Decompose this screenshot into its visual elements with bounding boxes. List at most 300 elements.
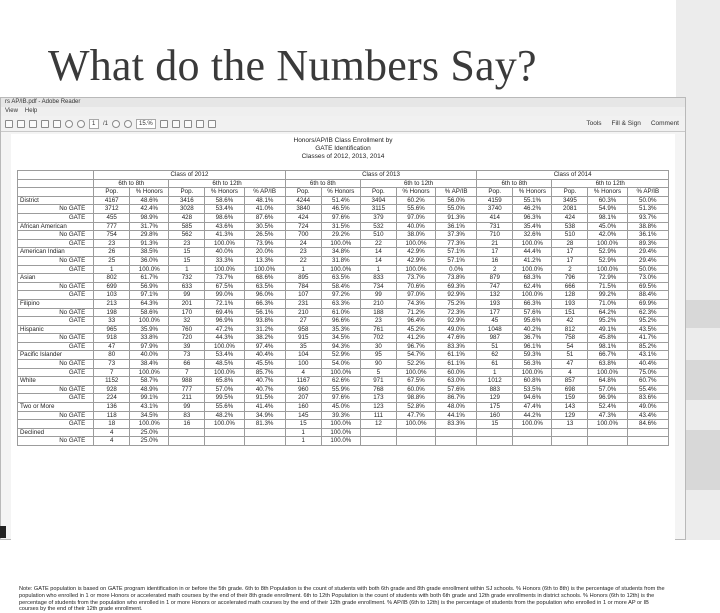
table-cell: 1152 [94,377,130,386]
table-cell: 57.1% [436,248,477,257]
table-cell [477,437,513,446]
table-cell: 29.4% [627,248,668,257]
row-label: GATE [18,394,94,403]
table-cell: 20.0% [244,248,285,257]
table-cell: 60.3% [588,196,627,205]
table-cell: 60.0% [396,385,435,394]
table-cell: 94.6% [513,394,552,403]
table-cell: 41.2% [513,256,552,265]
table-row [18,248,669,257]
table-cell: 28 [552,239,588,248]
table-cell: 12 [360,420,396,429]
table-cell: 99 [360,291,396,300]
comment-note-icon[interactable] [196,120,204,128]
table-cell [396,428,435,437]
table-cell: 35.4% [513,222,552,231]
table-cell: 15 [477,420,513,429]
table-cell: 61.1% [436,351,477,360]
row-label: No GATE [18,437,94,446]
year-header-2012: Class of 2012 [94,171,286,180]
column-header-row [18,188,669,197]
table-cell: 57.6% [513,308,552,317]
table-row [18,205,669,214]
table-cell: 54.0% [321,360,360,369]
table-cell: 69.9% [627,299,668,308]
table-cell: 34.8% [321,248,360,257]
table-cell: 100.0% [205,342,244,351]
table-cell: 56.1% [244,308,285,317]
table-cell: 23 [169,239,205,248]
table-row [18,342,669,351]
table-cell: 100.0% [321,265,360,274]
enrollment-table-body [18,171,669,446]
table-cell: 160 [477,411,513,420]
table-cell [244,437,285,446]
table-cell: 585 [169,222,205,231]
table-cell: 796 [552,274,588,283]
table-cell: 99.0% [205,291,244,300]
table-cell: 71.2% [396,308,435,317]
table-cell: 123 [360,403,396,412]
table-cell [169,428,205,437]
table-cell: 666 [552,282,588,291]
document-heading-1: Honors/AP/IB Class Enrollment by [293,137,393,144]
table-cell: 4159 [477,196,513,205]
table-cell: 96.9% [205,317,244,326]
table-cell: 698 [552,385,588,394]
table-row [18,377,669,386]
table-cell: 40.0% [396,222,435,231]
table-cell: 55.9% [321,385,360,394]
table-cell: 57.1% [436,256,477,265]
table-cell: 63.3% [321,299,360,308]
table-cell: 100.0% [130,317,169,326]
table-cell: 36.1% [436,222,477,231]
table-cell: 7 [94,368,130,377]
slide-title: What do the Numbers Say? [48,41,537,90]
menu-item-help[interactable]: Help [24,108,38,114]
table-cell: 34.9% [244,411,285,420]
table-cell: 80 [94,351,130,360]
document-heading-3: Classes of 2012, 2013, 2014 [301,153,385,160]
table-cell: 42.9% [396,248,435,257]
table-cell: 50.0% [627,265,668,274]
table-cell: 40.4% [244,351,285,360]
hand-tool-icon[interactable] [184,120,192,128]
table-cell: 129 [552,411,588,420]
range-header: 6th to 12th [552,179,669,188]
menu-item-view[interactable]: View [5,108,18,114]
table-cell: 562 [169,231,205,240]
zoom-in-icon[interactable] [124,120,132,128]
table-cell: 40.4% [627,360,668,369]
table-cell: 75.2% [436,299,477,308]
table-cell: 33 [94,317,130,326]
table-cell: 54.9% [588,205,627,214]
tools-button[interactable]: Tools [586,120,602,127]
year-header-2013: Class of 2013 [285,171,477,180]
table-cell: 58.7% [130,377,169,386]
table-cell: 99.5% [205,394,244,403]
table-cell: 91.3% [130,239,169,248]
table-cell: 66 [169,360,205,369]
table-cell: 1 [169,265,205,274]
table-cell: 91.5% [244,394,285,403]
table-cell: 74.3% [396,299,435,308]
table-cell: 210 [360,299,396,308]
table-cell: 1 [285,437,321,446]
window-title: rs AP/IB.pdf - Adobe Reader [1,98,685,107]
row-label: Declined [18,428,94,437]
table-cell: 25 [94,256,130,265]
table-cell: 777 [169,385,205,394]
table-cell: 55.6% [396,205,435,214]
table-cell: 96.6% [321,317,360,326]
table-cell: 699 [94,282,130,291]
table-cell: 207 [285,394,321,403]
table-cell: 69.4% [205,308,244,317]
column-header: % AP/IB [244,188,285,197]
table-cell: 97.2% [321,291,360,300]
table-cell: 700 [285,231,321,240]
table-cell: 100.0% [205,239,244,248]
table-cell: 33.8% [130,334,169,343]
table-cell: 71.5% [588,282,627,291]
table-cell: 60.0% [436,368,477,377]
table-cell: 111 [360,411,396,420]
table-cell: 48.0% [436,403,477,412]
table-cell: 15 [169,256,205,265]
table-cell: 3740 [477,205,513,214]
table-cell: 732 [169,274,205,283]
table-cell: 965 [94,325,130,334]
row-label: GATE [18,342,94,351]
table-cell: 4 [285,368,321,377]
row-label: Pacific Islander [18,351,94,360]
table-cell: 958 [285,325,321,334]
table-cell: 895 [285,274,321,283]
table-cell: 0.0% [436,265,477,274]
table-cell: 3494 [360,196,396,205]
table-cell: 43.1% [130,403,169,412]
column-header: % Honors [513,188,552,197]
page-total-label: /1 [103,120,109,127]
email-icon[interactable] [53,120,61,128]
table-cell: 36.7% [513,334,552,343]
table-cell: 151 [552,308,588,317]
table-cell [436,428,477,437]
table-cell: 49.0% [627,403,668,412]
table-cell [513,437,552,446]
table-cell: 34.5% [130,411,169,420]
table-cell: 918 [94,334,130,343]
table-cell: 54.7% [396,351,435,360]
table-cell: 68.3% [513,274,552,283]
table-cell: 5 [360,368,396,377]
table-cell: 39 [169,342,205,351]
table-cell: 85.7% [244,368,285,377]
table-cell: 73.9% [244,239,285,248]
table-row [18,420,669,429]
table-cell: 2 [552,265,588,274]
table-cell: 58.6% [205,196,244,205]
table-cell: 47.2% [205,325,244,334]
table-cell: 57.6% [436,385,477,394]
range-header: 6th to 8th [285,179,360,188]
table-cell: 100.0% [396,420,435,429]
previous-page-icon[interactable] [65,120,73,128]
table-cell: 47.4% [513,403,552,412]
table-cell: 812 [552,325,588,334]
table-cell: 95 [360,351,396,360]
table-cell: 55.4% [627,385,668,394]
table-cell: 62.4% [513,282,552,291]
table-cell: 2081 [552,205,588,214]
table-cell [588,437,627,446]
table-cell: 66.3% [244,299,285,308]
table-cell: 21 [477,239,513,248]
zoom-level-input[interactable]: 15.% [136,119,156,129]
table-cell: 40.7% [244,385,285,394]
row-label: No GATE [18,334,94,343]
table-cell: 100.0% [321,428,360,437]
create-pdf-icon[interactable] [17,120,25,128]
print-icon[interactable] [41,120,49,128]
table-cell: 43.4% [627,411,668,420]
row-label: Hispanic [18,325,94,334]
table-cell [552,437,588,446]
table-cell [552,428,588,437]
table-cell: 98.6% [205,213,244,222]
empty-header-cell [18,188,94,197]
fill-sign-button[interactable]: Fill & Sign [611,120,641,127]
table-cell: 42 [552,317,588,326]
table-cell: 46.5% [321,205,360,214]
range-header: 6th to 8th [477,179,552,188]
page-number-input[interactable]: 1 [89,119,99,129]
table-cell: 38.2% [244,334,285,343]
table-cell: 100.0% [130,265,169,274]
row-label: American Indian [18,248,94,257]
table-cell: 32.6% [513,231,552,240]
table-cell: 1048 [477,325,513,334]
table-cell: 100.0% [396,239,435,248]
row-label: Asian [18,274,94,283]
table-cell: 760 [169,325,205,334]
table-cell: 211 [169,394,205,403]
table-cell: 41.7% [627,334,668,343]
table-cell: 128 [552,291,588,300]
comment-button[interactable]: Comment [650,120,679,127]
table-cell: 63.0% [436,377,477,386]
table-cell: 90 [360,360,396,369]
column-header: Pop. [552,188,588,197]
table-cell: 758 [552,334,588,343]
table-cell: 66.7% [588,351,627,360]
table-cell: 129 [477,394,513,403]
table-cell: 97.9% [130,342,169,351]
table-cell: 754 [94,231,130,240]
table-cell: 35.3% [321,325,360,334]
year-header-2014: Class of 2014 [477,171,669,180]
table-cell: 61.1% [436,360,477,369]
row-label: White [18,377,94,386]
table-cell: 45.2% [396,325,435,334]
table-cell: 41.3% [205,231,244,240]
table-cell: 83 [169,411,205,420]
sign-icon[interactable] [208,120,216,128]
menu-bar [1,107,685,116]
table-cell: 17 [552,248,588,257]
table-cell: 40.7% [244,377,285,386]
table-cell: 14 [360,256,396,265]
table-cell: 31.5% [321,222,360,231]
table-cell: 210 [285,308,321,317]
table-cell: 4 [94,428,130,437]
table-cell: 97.4% [244,342,285,351]
table-cell: 33.3% [205,256,244,265]
table-cell: 41.0% [244,205,285,214]
table-cell: 7 [169,368,205,377]
table-cell: 960 [285,385,321,394]
table-cell: 971 [360,377,396,386]
table-cell: 40.0% [130,351,169,360]
table-cell: 42.0% [588,231,627,240]
table-cell: 3028 [169,205,205,214]
table-cell: 35.9% [130,325,169,334]
table-cell: 100.0% [321,368,360,377]
table-cell: 100.0% [588,368,627,377]
table-row [18,196,669,205]
table-cell: 987 [477,334,513,343]
table-cell: 100.0% [588,265,627,274]
table-cell: 67.5% [396,377,435,386]
table-cell: 57.0% [205,385,244,394]
table-cell: 44.2% [513,411,552,420]
table-cell: 100.0% [396,265,435,274]
table-cell: 31.2% [244,325,285,334]
table-cell: 731 [477,222,513,231]
zoom-out-icon[interactable] [112,120,120,128]
select-tool-icon[interactable] [172,120,180,128]
table-cell: 702 [360,334,396,343]
column-header: Pop. [94,188,130,197]
table-cell: 768 [360,385,396,394]
table-cell: 633 [169,282,205,291]
table-cell: 42.9% [396,256,435,265]
row-label: District [18,196,94,205]
table-cell: 53.5% [513,385,552,394]
table-cell: 97.1% [130,291,169,300]
table-cell: 64.3% [130,299,169,308]
table-cell: 22 [285,256,321,265]
table-cell: 747 [477,282,513,291]
table-cell: 56.9% [130,282,169,291]
fit-page-icon[interactable] [160,120,168,128]
footnote: Note: GATE population is based on GATE program identification in or before the 5th grade. 6th to 8th Population is the count of students with both 6th grade and 8th grade enrollment within SJ schools. % Honors (6th to 8th) is the percentage of students from the population who enrolled in 1 or more Honors or accelerated math courses by the end of their 8th grade enrollment. 6th to 12th Population is the count of students with both 6th grade and 12th grade enrollments in district schools. % Honors (6th to 12th) is the percentage of students from the population who enrolled in 1 or more Honors or accelerated math courses by the end of their 12th grade enrollment. % AP/IB (6th to 12th) is the percentage of students from the population who enrolled in 1 or more AP or IB courses by the end of their 12th grade enrollment. [19,586,665,613]
row-label: No GATE [18,256,94,265]
table-row [18,222,669,231]
row-label: GATE [18,317,94,326]
next-page-icon[interactable] [77,120,85,128]
table-cell: 89.3% [627,239,668,248]
table-cell: 83.3% [436,342,477,351]
table-row [18,282,669,291]
table-cell: 62.3% [627,308,668,317]
row-label: GATE [18,239,94,248]
table-cell: 73.8% [436,274,477,283]
table-cell: 88.4% [627,291,668,300]
table-cell: 41.2% [396,334,435,343]
table-cell: 29.2% [321,231,360,240]
table-cell: 55.6% [205,403,244,412]
table-cell [205,428,244,437]
table-cell: 81.3% [244,420,285,429]
table-cell: 18 [94,420,130,429]
table-cell: 1 [477,368,513,377]
table-cell: 100.0% [205,265,244,274]
table-cell: 23 [94,239,130,248]
table-cell: 60.2% [396,196,435,205]
save-icon[interactable] [29,120,37,128]
table-cell: 73.7% [205,274,244,283]
table-cell: 54 [552,342,588,351]
table-cell: 22 [360,239,396,248]
table-cell: 62 [477,351,513,360]
open-file-icon[interactable] [5,120,13,128]
table-cell: 62.6% [321,377,360,386]
corner-mark [0,526,6,538]
table-cell: 60.8% [513,377,552,386]
table-cell: 710 [477,231,513,240]
table-cell: 44.1% [436,411,477,420]
table-cell: 48.9% [130,385,169,394]
table-cell: 72.3% [436,308,477,317]
table-cell: 56.0% [436,196,477,205]
table-cell: 23 [285,248,321,257]
table-cell: 3840 [285,205,321,214]
table-cell: 61.0% [321,308,360,317]
row-label: No GATE [18,385,94,394]
table-row [18,274,669,283]
table-cell: 45.0% [588,222,627,231]
table-cell [477,428,513,437]
table-cell: 231 [285,299,321,308]
table-cell: 23 [360,317,396,326]
row-label: GATE [18,213,94,222]
table-cell: 455 [94,213,130,222]
table-cell: 143 [552,403,588,412]
table-cell: 96.0% [244,291,285,300]
table-cell: 100.0% [321,239,360,248]
row-label: GATE [18,368,94,377]
table-cell: 100.0% [513,420,552,429]
table-cell: 95.2% [588,317,627,326]
table-cell [627,428,668,437]
table-cell: 16 [169,420,205,429]
table-cell: 49.1% [588,325,627,334]
table-cell: 833 [360,274,396,283]
table-cell: 38.4% [130,360,169,369]
column-header: % Honors [321,188,360,197]
table-cell: 38.0% [396,231,435,240]
table-cell: 72.9% [588,274,627,283]
row-label: No GATE [18,308,94,317]
table-row [18,299,669,308]
table-cell: 424 [285,213,321,222]
table-cell: 100.0% [396,368,435,377]
table-cell: 4 [94,437,130,446]
